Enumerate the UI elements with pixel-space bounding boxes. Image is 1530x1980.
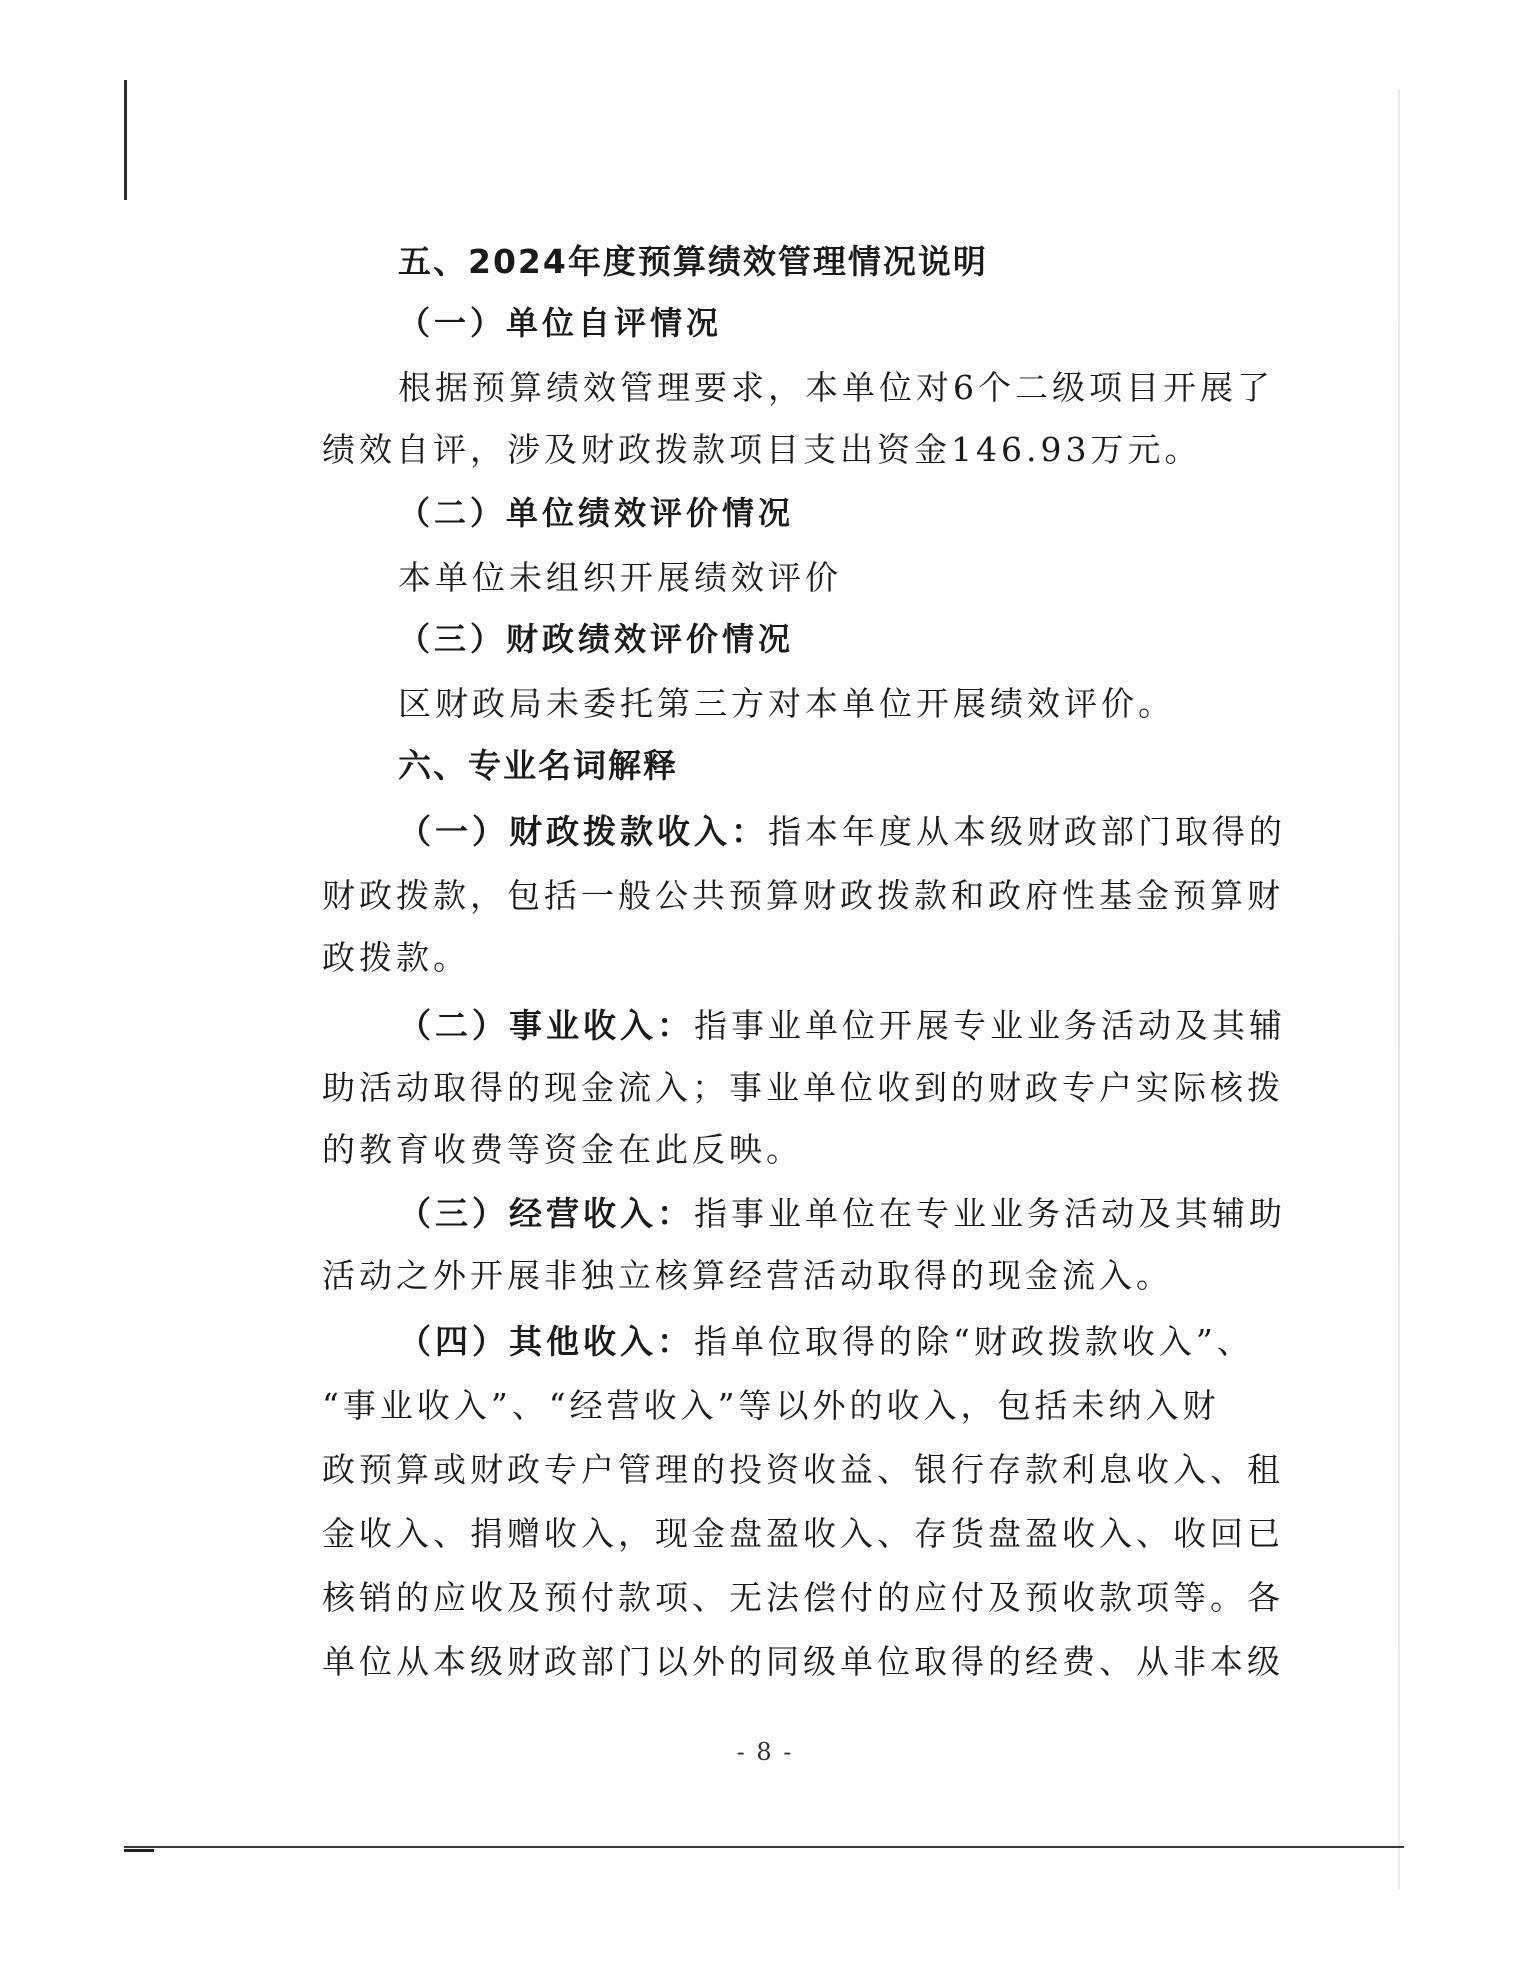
paragraph-line: 活动之外开展非独立核算经营活动取得的现金流入。 <box>322 1256 1173 1295</box>
subsection-unit-evaluation: （二）单位绩效评价情况 <box>398 494 795 532</box>
paragraph-line: 的教育收费等资金在此反映。 <box>322 1130 803 1169</box>
page-number: - 8 - <box>736 1738 794 1766</box>
term-3-label: （三）经营收入： <box>398 1194 694 1233</box>
term-2-line <box>398 1000 1286 1047</box>
paragraph-line: 根据预算绩效管理要求，本单位对6个二级项目开展了 <box>398 368 1274 407</box>
term-1-text: 指本年度从本级财政部门取得的 <box>768 812 1286 851</box>
paragraph-line: 单位从本级财政部门以外的同级单位取得的经费、从非本级 <box>322 1642 1284 1681</box>
paragraph-line: 核销的应收及预付款项、无法偿付的应付及预收款项等。各 <box>322 1578 1284 1617</box>
paragraph-line: 本单位未组织开展绩效评价 <box>398 558 842 597</box>
term-2-text: 指事业单位开展专业业务活动及其辅 <box>694 1006 1286 1045</box>
paragraph-line: 助活动取得的现金流入；事业单位收到的财政专户实际核拨 <box>322 1068 1284 1107</box>
section-5-heading: 五、2024年度预算绩效管理情况说明 <box>398 242 988 281</box>
paragraph-line: 政预算或财政专户管理的投资收益、银行存款利息收入、租 <box>322 1450 1284 1489</box>
term-4-line <box>398 1316 1254 1363</box>
term-1-line <box>398 806 1286 853</box>
term-4-text: 指单位取得的除“财政拨款收入”、 <box>694 1322 1254 1361</box>
scan-edge-left <box>124 80 127 200</box>
paragraph-line: 区财政局未委托第三方对本单位开展绩效评价。 <box>398 684 1175 723</box>
term-3-text: 指事业单位在专业业务活动及其辅助 <box>694 1194 1286 1233</box>
paragraph-line: 政拨款。 <box>322 938 470 977</box>
paragraph-line: 财政拨款，包括一般公共预算财政拨款和政府性基金预算财 <box>322 876 1284 915</box>
paragraph-line: 金收入、捐赠收入，现金盘盈收入、存货盘盈收入、收回已 <box>322 1514 1284 1553</box>
term-4-label: （四）其他收入： <box>398 1322 694 1361</box>
paragraph-line: “事业收入”、“经营收入”等以外的收入，包括未纳入财 <box>322 1386 1220 1425</box>
subsection-self-evaluation: （一）单位自评情况 <box>398 304 723 342</box>
subsection-finance-evaluation: （三）财政绩效评价情况 <box>398 620 795 658</box>
term-1-label: （一）财政拨款收入： <box>398 812 768 851</box>
section-6-heading: 六、专业名词解释 <box>398 746 678 785</box>
term-3-line <box>398 1188 1286 1235</box>
scan-tick <box>124 1849 154 1852</box>
term-2-label: （二）事业收入： <box>398 1006 694 1045</box>
scan-edge-bottom <box>124 1846 1404 1848</box>
scan-edge-right <box>1398 90 1400 1890</box>
paragraph-line: 绩效自评，涉及财政拨款项目支出资金146.93万元。 <box>322 430 1202 469</box>
